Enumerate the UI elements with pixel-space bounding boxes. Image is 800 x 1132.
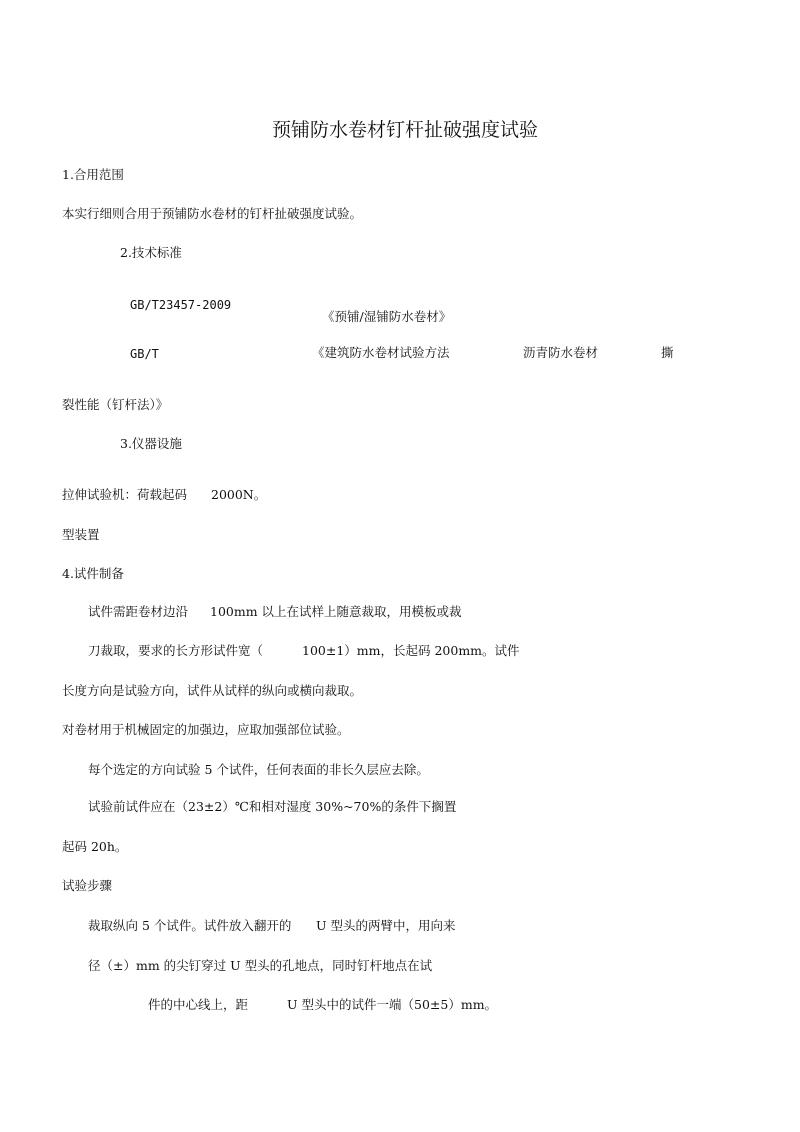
device-text: 型装置 (62, 527, 100, 542)
section-heading-procedure: 试验步骤 (62, 878, 113, 893)
section-heading-standards: 2.技术标准 (120, 245, 182, 260)
standard-part-2: 沥青防水卷材 (523, 345, 599, 360)
procedure-paragraph-3a: 件的中心线上，距 (148, 997, 249, 1012)
equipment-value: 2000N。 (211, 487, 267, 502)
standard-name-2: 《建筑防水卷材试验方法 (312, 345, 450, 360)
specimen-paragraph-1a: 试件需距卷材边沿 (88, 604, 189, 619)
standard-continuation: 裂性能（钉杆法）》 (62, 397, 169, 412)
section-heading-equipment: 3.仪器设施 (120, 436, 182, 451)
procedure-paragraph-2: 径（±）mm 的尖钉穿过 U 型头的孔地点，同时钉杆地点在试 (88, 958, 433, 973)
procedure-paragraph-1a: 裁取纵向 5 个试件。试件放入翻开的 (88, 918, 292, 933)
section-heading-scope: 1.合用范围 (62, 167, 124, 182)
specimen-paragraph-7: 起码 20h。 (62, 839, 128, 854)
standard-code-2: GB/T (130, 347, 159, 361)
scope-text: 本实行细则合用于预铺防水卷材的钉杆扯破强度试验。 (62, 206, 363, 221)
specimen-paragraph-2b: 100±1）mm，长起码 200mm。试件 (302, 643, 520, 658)
standard-name-1: 《预铺/湿铺防水卷材》 (322, 309, 452, 324)
standard-tail-2: 撕 (661, 345, 674, 360)
specimen-paragraph-1b: 100mm 以上在试样上随意裁取，用模板或裁 (210, 604, 462, 619)
specimen-paragraph-3: 长度方向是试验方向，试件从试样的纵向或横向裁取。 (62, 683, 363, 698)
section-heading-specimen: 4.试件制备 (62, 566, 124, 581)
procedure-paragraph-1b: U 型头的两臂中，用向来 (316, 918, 456, 933)
specimen-paragraph-2a: 刀裁取，要求的长方形试件宽（ (88, 643, 264, 658)
specimen-paragraph-5: 每个选定的方向试验 5 个试件，任何表面的非长久层应去除。 (88, 762, 429, 777)
specimen-paragraph-4: 对卷材用于机械固定的加强边，应取加强部位试验。 (62, 722, 350, 737)
standard-code-1: GB/T23457-2009 (130, 298, 232, 312)
equipment-label: 拉伸试验机：荷载起码 (62, 487, 188, 502)
procedure-paragraph-3b: U 型头中的试件一端（50±5）mm。 (287, 997, 498, 1012)
specimen-paragraph-6: 试验前试件应在（23±2）℃和相对湿度 30%~70%的条件下搁置 (88, 799, 457, 814)
page-title: 预铺防水卷材钉杆扯破强度试验 (272, 119, 539, 141)
